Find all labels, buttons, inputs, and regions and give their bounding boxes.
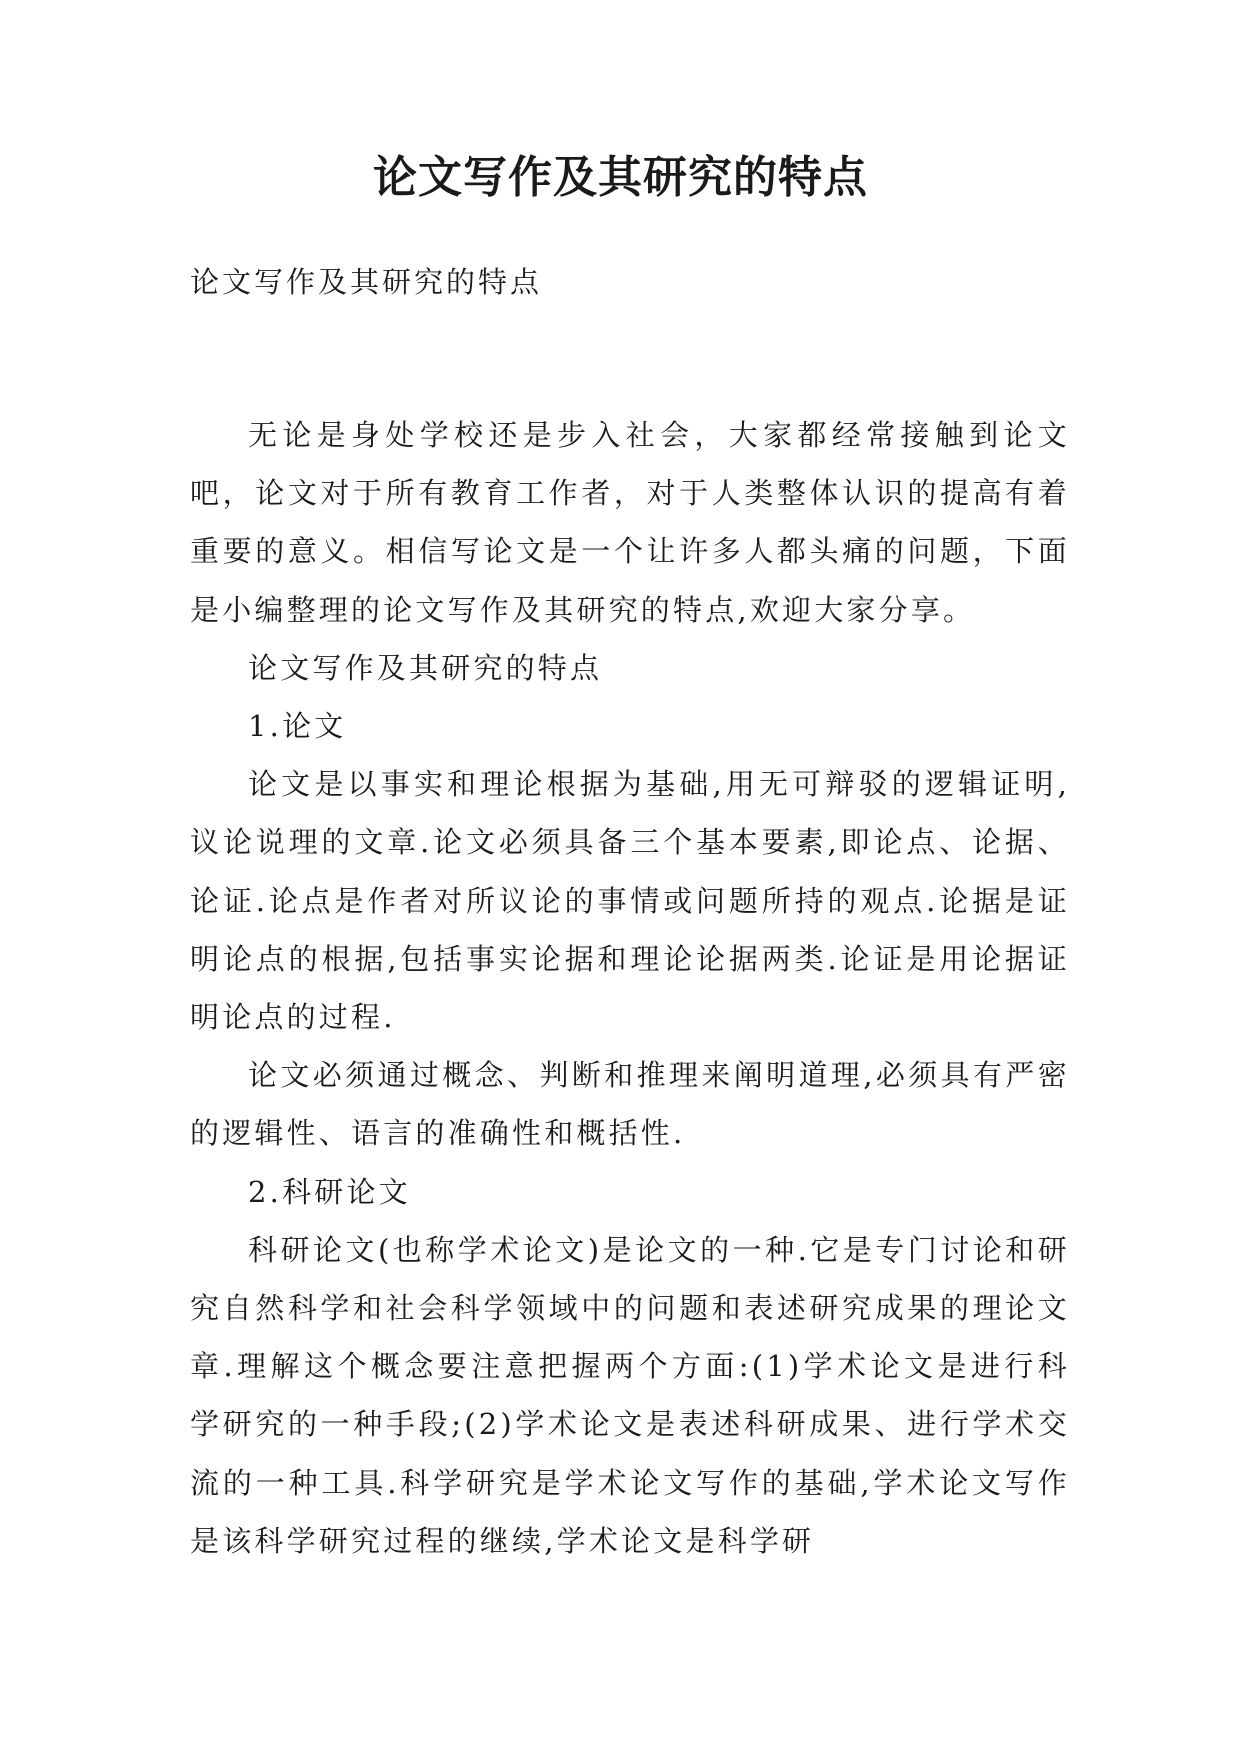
paragraph-lunwen-requirements: 论文必须通过概念、判断和推理来阐明道理,必须具有严密的逻辑性、语言的准确性和概括性. xyxy=(190,1058,1070,1151)
paragraph-intro: 无论是身处学校还是步入社会，大家都经常接触到论文吧，论文对于所有教育工作者，对于人类整体认识的提高有着重要的意义。相信写论文是一个让许多人都头痛的问题，下面是小编整理的论文写作及其研究的特点,欢迎大家分享。 xyxy=(190,418,1070,627)
paragraph-heading: 论文写作及其研究的特点 xyxy=(248,650,603,685)
document-body xyxy=(190,406,1070,1570)
section-heading-lunwen: 1.论文 xyxy=(248,709,347,744)
document-title: 论文写作及其研究的特点 xyxy=(373,152,868,203)
section-heading-keyan-lunwen: 2.科研论文 xyxy=(248,1174,411,1209)
document-subtitle: 论文写作及其研究的特点 xyxy=(190,265,543,299)
paragraph-lunwen-definition: 论文是以事实和理论根据为基础,用无可辩驳的逻辑证明,议论说理的文章.论文必须具备三个基本要素,即论点、论据、论证.论点是作者对所议论的事情或问题所持的观点.论据是证明论点的根据,包括事实论据和理论论据两类.论证是用论据证明论点的过程. xyxy=(190,767,1070,1035)
paragraph-keyan-lunwen: 科研论文(也称学术论文)是论文的一种.它是专门讨论和研究自然科学和社会科学领域中的问题和表述研究成果的理论文章.理解这个概念要注意把握两个方面:(1)学术论文是进行科学研究的一种手段;(2)学术论文是表述科研成果、进行学术交流的一种工具.科学研究是学术论文写作的基础,学术论文写作是该科学研究过程的继续,学术论文是科学研 xyxy=(190,1232,1070,1558)
